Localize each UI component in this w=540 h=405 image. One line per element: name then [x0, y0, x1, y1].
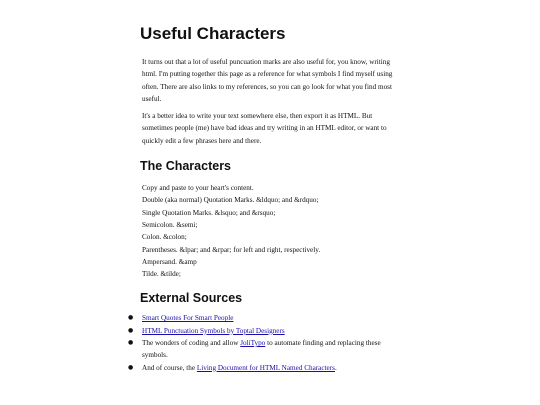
source-link-toptal[interactable]: HTML Punctuation Symbols by Toptal Designers	[142, 326, 285, 335]
source-link-jolitypo[interactable]: JoliTypo	[240, 339, 266, 348]
source-text-after: to automate finding and replacing these symbols.	[142, 339, 381, 360]
characters-line: Parentheses. &lpar; and &rpar; for left and right, respectively.	[142, 245, 321, 254]
bullet-icon: ●	[128, 363, 134, 371]
source-link-smart-quotes[interactable]: Smart Quotes For Smart People	[142, 314, 234, 323]
list-item	[128, 325, 400, 337]
characters-line: Single Quotation Marks. &lsquo; and &rsquo;	[142, 208, 276, 217]
characters-line: Tilde. &tilde;	[142, 270, 181, 279]
bullet-icon: ●	[128, 326, 134, 334]
list-item	[128, 312, 400, 324]
intro-paragraph-2: It's a better idea to write your text somewhere else, then export it as HTML. But sometimes people (me) have bad ideas and try writing in an HTML editor, or want to quickly edit a few phrases here and there.	[142, 112, 387, 145]
source-text-after: .	[334, 363, 337, 372]
characters-line: Colon. &colon;	[142, 233, 187, 242]
intro-paragraph-1: It turns out that a lot of useful puncuation marks are also useful for, you know, writing html. I'm putting together this page as a reference for what symbols I find myself using often. There are also links to my references, so you can go look for what you find most useful.	[142, 58, 393, 103]
characters-line: Semicolon. &semi;	[142, 220, 198, 229]
characters-line: Ampersand. &amp	[142, 257, 197, 266]
characters-heading: The Characters	[140, 159, 232, 174]
sources-list	[128, 312, 400, 373]
intro-section	[140, 56, 400, 147]
characters-line: Copy and paste to your heart's content.	[142, 184, 254, 193]
characters-list	[140, 182, 400, 280]
bullet-icon: ●	[128, 339, 134, 347]
page-content	[128, 24, 400, 374]
list-item	[128, 337, 400, 362]
characters-line: Double (aka normal) Quotation Marks. &ldquo; and &rdquo;	[142, 196, 319, 205]
source-text-before: And of course, the	[142, 363, 197, 372]
list-item	[128, 362, 400, 374]
page-title: Useful Characters	[140, 24, 286, 43]
bullet-icon: ●	[128, 314, 134, 322]
source-text-before: The wonders of coding and allow	[142, 339, 241, 348]
source-link-living-document[interactable]: Living Document for HTML Named Characters	[196, 363, 335, 372]
sources-heading: External Sources	[140, 291, 243, 306]
